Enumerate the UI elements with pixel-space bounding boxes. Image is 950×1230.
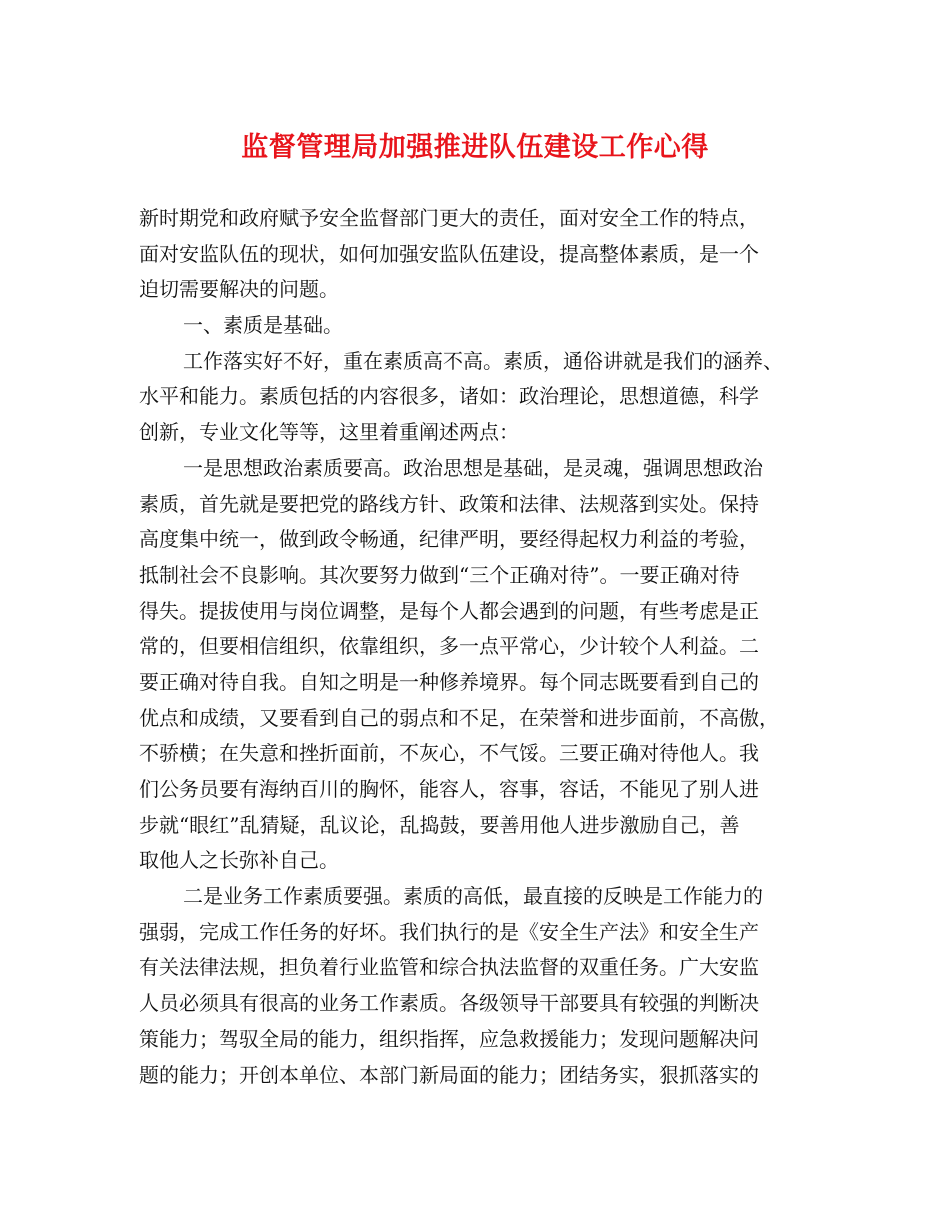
text-line: 一、素质是基础。 [183, 313, 343, 338]
text-line: 高度集中统一，做到政令畅通，纪律严明，要经得起权力利益的考验， [139, 527, 759, 552]
text-line: 们公务员要有海纳百川的胸怀，能容人，容事，容话，不能见了别人进 [139, 777, 759, 801]
text-line: 步就“眼红”乱猜疑，乱议论，乱捣鼓，要善用他人进步激励自己，善 [139, 812, 740, 837]
text-line: 工作落实好不好，重在素质高不高。素质，通俗讲就是我们的涵养、 [183, 348, 783, 373]
text-line: 素质，首先就是要把党的路线方针、政策和法律、法规落到实处。保持 [139, 491, 759, 516]
text-line: 不骄横；在失意和挫折面前，不灰心，不气馁。三要正确对待他人。我 [139, 741, 759, 766]
text-line: 得失。提拔使用与岗位调整，是每个人都会遇到的问题，有些考虑是正 [139, 598, 759, 623]
text-line: 取他人之长弥补自己。 [139, 848, 339, 873]
text-line: 有关法律法规，担负着行业监管和综合执法监督的双重任务。广大安监 [139, 955, 759, 980]
text-line: 二是业务工作素质要强。素质的高低，最直接的反映是工作能力的 [183, 884, 763, 909]
text-line: 强弱，完成工作任务的好坏。我们执行的是《安全生产法》和安全生产 [139, 919, 759, 944]
document-body [139, 201, 819, 1093]
text-line: 一是思想政治素质要高。政治思想是基础，是灵魂，强调思想政治 [183, 455, 763, 480]
text-line: 人员必须具有很高的业务工作素质。各级领导干部要具有较强的判断决 [139, 991, 759, 1016]
text-line: 新时期党和政府赋予安全监督部门更大的责任，面对安全工作的特点， [139, 206, 759, 230]
text-line: 创新，专业文化等等，这里着重阐述两点： [139, 420, 519, 445]
document-title: 监督管理局加强推进队伍建设工作心得 [241, 132, 709, 163]
text-line: 常的，但要相信组织，依靠组织，多一点平常心，少计较个人利益。二 [139, 634, 759, 659]
text-line: 策能力；驾驭全局的能力，组织指挥，应急救援能力；发现问题解决问 [139, 1026, 759, 1051]
text-line: 面对安监队伍的现状，如何加强安监队伍建设，提高整体素质，是一个 [139, 241, 759, 266]
text-line: 迫切需要解决的问题。 [139, 277, 339, 302]
text-line: 要正确对待自我。自知之明是一种修养境界。每个同志既要看到自己的 [139, 669, 759, 694]
text-line: 水平和能力。素质包括的内容很多，诸如：政治理论，思想道德，科学 [139, 384, 759, 409]
text-line: 优点和成绩，又要看到自己的弱点和不足，在荣誉和进步面前，不高傲， [139, 705, 779, 730]
text-line: 题的能力；开创本单位、本部门新局面的能力；团结务实，狠抓落实的 [139, 1062, 759, 1087]
text-line: 抵制社会不良影响。其次要努力做到“三个正确对待”。一要正确对待 [139, 562, 740, 587]
